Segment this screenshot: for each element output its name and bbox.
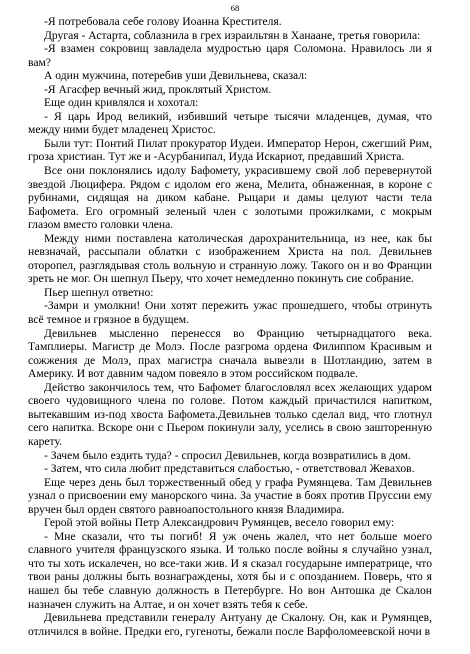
paragraph: -Замри и умолкни! Они хотят пережить ужас прошедшего, чтобы отринуть всё темное и грязное в будущем. — [28, 299, 432, 327]
paragraph: -Я Агасфер вечный жид, проклятый Христом. — [44, 82, 272, 96]
paragraph: Герой этой войны Петр Александрович Румянцев, весело говорил ему: — [44, 516, 395, 530]
paragraph: - Затем, что сила любит представиться слабостью, - ответствовал Жевахов. — [44, 462, 415, 476]
paragraph: - Мне сказали, что ты погиб! Я уж очень жалел, что нет больше моего славного учителя французского языка. И только после войны я случайно узнал, что ты хоть искалечен, но все-таки жив. И я сказал государыне императрице, что твои раны должны быть вознаграждены, хотя бы и с опозданием. Поверь, что я нашел бы тебе славную должность в Петербурге. Но вон Антошка де Скалон назначен служить на Алтае, и он хочет взять тебя к себе. — [28, 529, 432, 611]
paragraph: Еще один кривлялся и хохотал: — [44, 96, 199, 110]
paragraph: Все они поклонялись идолу Бафомету, украсившему свой лоб перевернутой звездой Люцифера. Рядом с идолом его жена, Мелита, обнаженная, в короне с рубинами, сидящая на диком кабане. Рыцари и дамы целуют части тела Бафомета. Его огромный зеленый член с золотыми прожилками, с мокрым глазом вместо головки члена. — [28, 164, 432, 232]
paragraph: Девильнев мысленно перенесся во Францию четырнадцатого века. Тамплиеры. Магистр де Молэ. После разгрома ордена Филиппом Красивым и сожжения де Молэ, прах магистра сначала вывезли в Шотландию, затем в Америку. И вот давним чадом повеяло в этом российском подвале. — [28, 326, 432, 381]
page-number: 68 — [230, 3, 240, 13]
paragraph: А один мужчина, потеребив уши Девильнева, сказал: — [44, 69, 308, 83]
paragraph: Между ними поставлена католическая дарохранительница, из нее, как бы невзначай, рассыпали облатки с изображением Христа на пол. Девильнев оторопел, разглядывая столь вольную и странную ложу. Такого он и во Франции зреть не мог. Он шепнул Пьеру, что хочет немедленно покинуть сие собрание. — [28, 231, 432, 286]
paragraph: Были тут: Понтий Пилат прокуратор Иудеи. Император Нерон, сжегший Рим, гроза христиан. Тут же и -Асурбанипал, Иуда Искариот, предавший Христа. — [28, 136, 432, 164]
body-text — [28, 15, 432, 638]
paragraph: -Я взамен сокровищ завладела мудростью царя Соломона. Нравилось ли я вам? — [28, 42, 432, 69]
paragraph: Девильнева представили генералу Антуану де Скалону. Он, как и Румянцев, отличился в войне. Предки его, гугеноты, бежали после Варфоломеевской ночи в — [28, 611, 432, 638]
paragraph: Другая - Астарта, соблазнила в грех израильтян в Ханаане, третья говорила: — [44, 28, 421, 42]
paragraph: - Зачем было ездить туда? - спросил Девильнев, когда возвратились в дом. — [44, 448, 411, 462]
paragraph: - Я царь Ирод великий, избивший четыре тысячи младенцев, думая, что между ними будет младенец Христос. — [28, 109, 432, 137]
paragraph: Еще через день был торжественный обед у графа Румянцева. Там Девильнев узнал о присвоении ему манорского чина. За участие в боях против Пруссии ему вручен был орден святого равноапостольного князя Владимира. — [28, 475, 432, 516]
paragraph: Пьер шепнул ответно: — [44, 285, 154, 299]
paragraph: Действо закончилось тем, что Бафомет благословлял всех желающих ударом своего чудовищного члена по голове. Потом каждый причастился напитком, вытекавшим из-под хвоста Бафомета.Девильнев только сделал вид, что глотнул сего напитка. Вскоре они с Пьером покинули залу, уселись в свою зашторенную карету. — [28, 380, 432, 448]
paragraph: -Я потребовала себе голову Иоанна Крестителя. — [44, 15, 282, 28]
